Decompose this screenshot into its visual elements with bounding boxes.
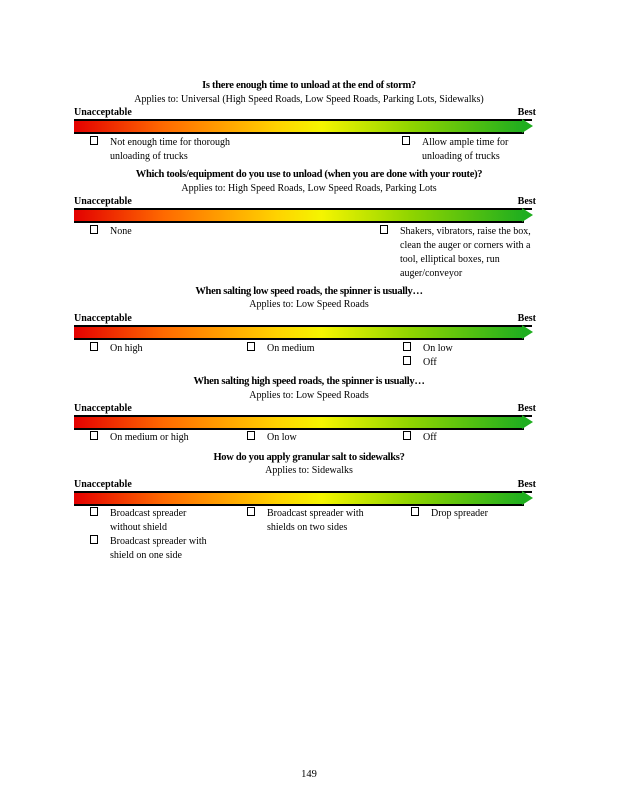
arrow-right-icon — [522, 325, 533, 339]
question-2-title: Which tools/equipment do you use to unload (when you are done with your route)? — [135, 169, 483, 180]
checkbox[interactable] — [90, 136, 98, 145]
question-5-title: How do you apply granular salt to sidewalks? — [213, 452, 405, 463]
question-2-option-1[interactable]: None — [90, 225, 210, 239]
checkbox[interactable] — [403, 431, 411, 440]
question-1-option-2[interactable]: Allow ample time for unloading of trucks — [402, 136, 542, 164]
checkbox[interactable] — [380, 225, 388, 234]
checkbox[interactable] — [247, 507, 255, 516]
arrow-right-icon — [522, 208, 533, 222]
question-1-unacceptable-label: Unacceptable — [74, 107, 132, 118]
question-1-option-1[interactable]: Not enough time for thorough unloading of trucks — [90, 136, 250, 164]
checkbox[interactable] — [411, 507, 419, 516]
arrow-right-icon — [522, 119, 533, 133]
question-5-option-3[interactable]: Drop spreader — [411, 507, 551, 521]
checkbox[interactable] — [247, 431, 255, 440]
question-5-option-2[interactable]: Broadcast spreader with shields on two sides — [247, 507, 397, 535]
question-3-option-3[interactable]: On low — [403, 342, 543, 356]
question-2-unacceptable-label: Unacceptable — [74, 196, 132, 207]
question-1-best-label: Best — [517, 107, 536, 118]
checkbox[interactable] — [90, 342, 98, 351]
checkbox[interactable] — [403, 342, 411, 351]
checkbox[interactable] — [90, 225, 98, 234]
question-2-best-label: Best — [517, 196, 536, 207]
question-4-applies: Applies to: Low Speed Roads — [249, 390, 369, 401]
question-3-unacceptable-label: Unacceptable — [74, 313, 132, 324]
question-1-applies: Applies to: Universal (High Speed Roads, Low Speed Roads, Parking Lots, Sidewalks) — [134, 94, 484, 105]
question-4-option-2[interactable]: On low — [247, 431, 387, 445]
question-4-option-3[interactable]: Off — [403, 431, 543, 445]
checkbox[interactable] — [403, 356, 411, 365]
arrow-right-icon — [522, 491, 533, 505]
question-2-applies: Applies to: High Speed Roads, Low Speed Roads, Parking Lots — [181, 183, 437, 194]
question-4-best-label: Best — [517, 403, 536, 414]
checkbox[interactable] — [402, 136, 410, 145]
question-3-option-1[interactable]: On high — [90, 342, 230, 356]
checkbox[interactable] — [90, 431, 98, 440]
question-4-title: When salting high speed roads, the spinner is usually… — [193, 376, 425, 387]
question-4-unacceptable-label: Unacceptable — [74, 403, 132, 414]
question-5-option-1[interactable]: Broadcast spreader without shield — [90, 507, 240, 535]
question-5-best-label: Best — [517, 479, 536, 490]
question-4-scale-bar[interactable] — [74, 415, 532, 428]
checkbox[interactable] — [247, 342, 255, 351]
question-4-option-1[interactable]: On medium or high — [90, 431, 240, 445]
question-2-scale-bar[interactable] — [74, 208, 532, 221]
question-1-title: Is there enough time to unload at the end of storm? — [202, 80, 416, 91]
question-5-scale-bar[interactable] — [74, 491, 532, 504]
arrow-right-icon — [522, 415, 533, 429]
question-2-option-2[interactable]: Shakers, vibrators, raise the box, clean the auger or corners with a tool, elliptical boxes, run auger/conveyor — [380, 225, 540, 281]
question-3-option-4[interactable]: Off — [403, 356, 543, 370]
question-3-best-label: Best — [517, 313, 536, 324]
checkbox[interactable] — [90, 507, 98, 516]
question-1-scale-bar[interactable] — [74, 119, 532, 132]
question-3-option-2[interactable]: On medium — [247, 342, 387, 356]
question-5-option-4[interactable]: Broadcast spreader with shield on one side — [90, 535, 240, 563]
question-3-scale-bar[interactable] — [74, 325, 532, 338]
question-3-applies: Applies to: Low Speed Roads — [249, 299, 369, 310]
question-5-unacceptable-label: Unacceptable — [74, 479, 132, 490]
question-3-title: When salting low speed roads, the spinner is usually… — [195, 286, 423, 297]
question-5-applies: Applies to: Sidewalks — [265, 465, 353, 476]
page-number: 149 — [301, 769, 317, 780]
checkbox[interactable] — [90, 535, 98, 544]
